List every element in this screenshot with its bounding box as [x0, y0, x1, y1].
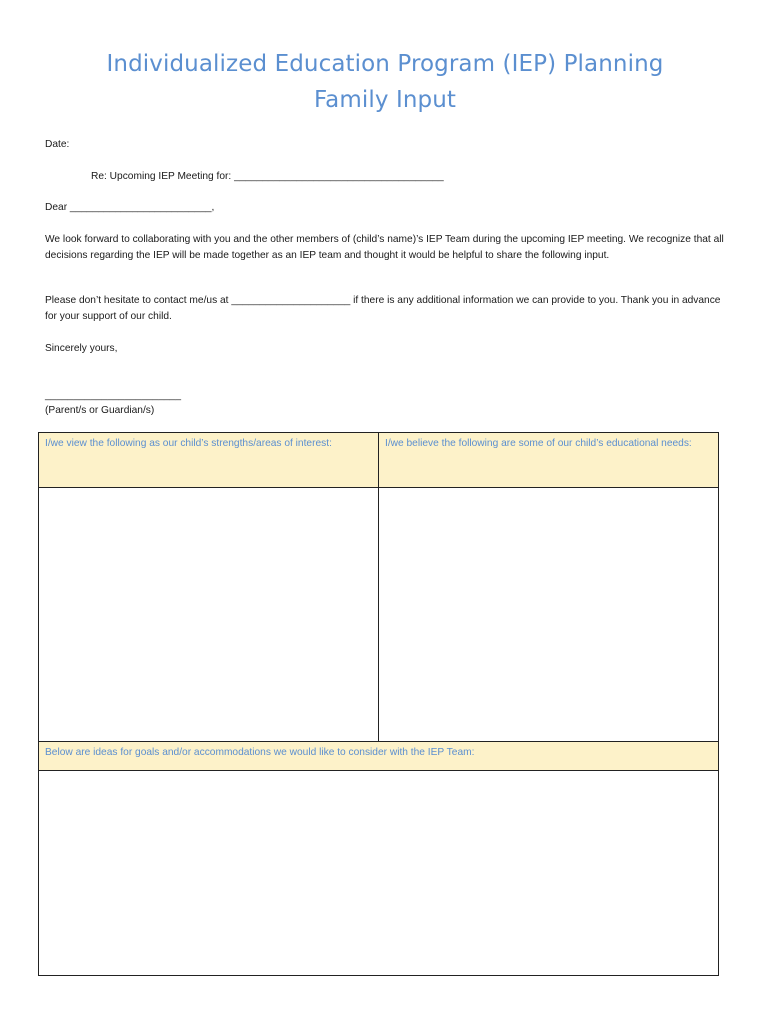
strengths-input-area[interactable] [39, 488, 379, 742]
goals-input-area[interactable] [39, 771, 719, 976]
contact-paragraph: Please don’t hesitate to contact me/us at _____________________ if there is any additional information we can provide to you. Thank you in advance for your support of our child. [45, 295, 721, 322]
intro-paragraph: We look forward to collaborating with you and the other members of (child’s name)’s IEP Team during the upcoming IEP meeting. We recognize that all decisions regarding the IEP will be made together as an IEP team and thought it would be helpful to share the following input. [45, 234, 724, 261]
signature-line: ________________________ [45, 390, 181, 401]
strengths-header-cell [39, 433, 379, 488]
needs-header-text: I/we believe the following are some of our child’s educational needs: [385, 438, 692, 449]
needs-header-cell [379, 433, 719, 488]
closing-text: Sincerely yours, [45, 343, 118, 354]
goals-header-text: Below are ideas for goals and/or accommodations we would like to consider with the IEP Team: [45, 747, 475, 758]
re-line: Re: Upcoming IEP Meeting for: _____________________________________ [91, 171, 444, 182]
family-input-table [38, 432, 719, 976]
signature-label: (Parent/s or Guardian/s) [45, 405, 155, 416]
needs-input-area[interactable] [379, 488, 719, 742]
date-label: Date: [45, 139, 70, 150]
document-subtitle: Family Input [313, 87, 457, 113]
salutation-line: Dear _________________________, [45, 202, 215, 213]
goals-header-cell [39, 742, 719, 771]
document-title: Individualized Education Program (IEP) Planning [106, 51, 664, 77]
strengths-header-text: I/we view the following as our child’s strengths/areas of interest: [45, 438, 332, 449]
